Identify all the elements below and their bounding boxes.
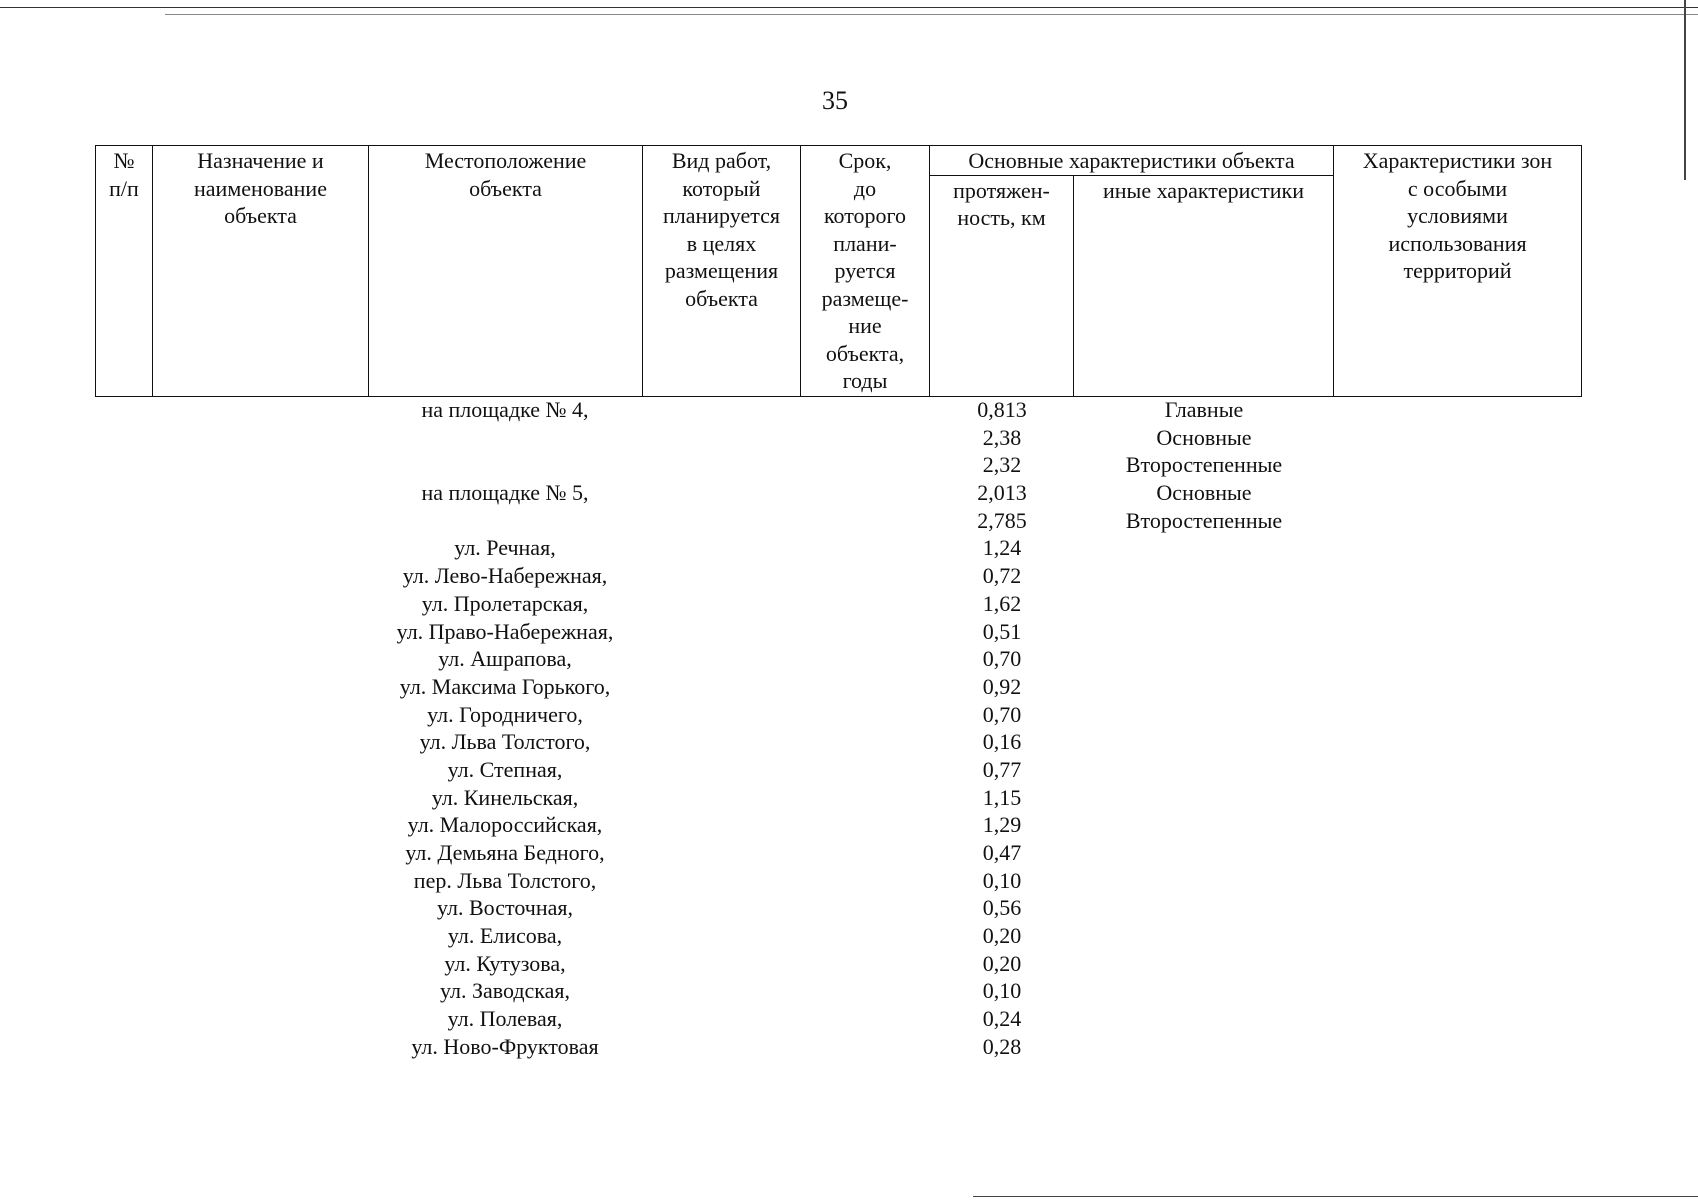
table-row bbox=[0, 507, 1698, 535]
row-location: ул. Право-Набережная, bbox=[396, 618, 614, 644]
row-location: ул. Елисова, bbox=[447, 923, 563, 949]
header-col-work-type: Вид работ, который планируется в целях размещения объекта bbox=[643, 146, 801, 397]
table-row bbox=[0, 1033, 1698, 1061]
row-other-characteristics: Главные bbox=[1164, 397, 1244, 422]
row-length: 0,10 bbox=[982, 978, 1022, 1004]
page-number: 35 bbox=[822, 86, 848, 115]
row-length: 1,15 bbox=[982, 784, 1022, 810]
row-length: 1,62 bbox=[982, 590, 1022, 616]
row-location: ул. Восточная, bbox=[437, 895, 573, 921]
table-row bbox=[0, 867, 1698, 895]
table-header bbox=[95, 145, 1582, 397]
row-location: ул. Пролетарская, bbox=[421, 590, 589, 616]
header-col-location: Местоположение объекта bbox=[369, 146, 643, 397]
row-location: ул. Городничего, bbox=[427, 701, 583, 727]
header-col-length: протяжен- ность, км bbox=[930, 175, 1074, 396]
table-row bbox=[0, 479, 1698, 507]
row-length: 0,16 bbox=[982, 729, 1022, 755]
table-row bbox=[0, 424, 1698, 452]
table-row bbox=[0, 1005, 1698, 1033]
table-row bbox=[0, 977, 1698, 1005]
row-location: ул. Кутузова, bbox=[444, 950, 566, 976]
table-row bbox=[0, 618, 1698, 646]
row-location: на площадке № 5, bbox=[421, 480, 589, 506]
row-length: 0,70 bbox=[982, 646, 1022, 672]
table-row bbox=[0, 728, 1698, 756]
row-location: ул. Полевая, bbox=[447, 1006, 563, 1032]
header-col-number: № п/п bbox=[96, 146, 153, 397]
row-location: ул. Льва Толстого, bbox=[419, 729, 591, 755]
header-col-main-characteristics: Основные характеристики объекта bbox=[930, 146, 1334, 176]
row-location: на площадке № 4, bbox=[421, 397, 589, 422]
row-length: 0,70 bbox=[982, 701, 1022, 727]
row-location: ул. Кинельская, bbox=[431, 784, 579, 810]
row-location: ул. Демьяна Бедного, bbox=[405, 840, 605, 865]
table-row bbox=[0, 673, 1698, 701]
row-length: 0,10 bbox=[982, 867, 1022, 893]
row-location: ул. Ашрапова, bbox=[438, 646, 572, 672]
row-length: 0,51 bbox=[982, 618, 1022, 644]
row-length: 0,56 bbox=[982, 895, 1022, 921]
table-row bbox=[0, 894, 1698, 922]
row-length: 2,785 bbox=[977, 507, 1027, 533]
row-length: 0,77 bbox=[982, 756, 1022, 782]
scan-border-top bbox=[0, 7, 1698, 8]
row-length: 0,20 bbox=[982, 950, 1022, 976]
row-location: ул. Лево-Набережная, bbox=[402, 563, 608, 589]
header-col-deadline: Срок, до которого плани- руется размеще- ние объекта, годы bbox=[801, 146, 930, 397]
row-other-characteristics: Второстепенные bbox=[1125, 452, 1283, 478]
table-row bbox=[0, 534, 1698, 562]
row-location: пер. Льва Толстого, bbox=[413, 867, 597, 893]
table-row bbox=[0, 922, 1698, 950]
table-row bbox=[0, 701, 1698, 729]
table-row bbox=[0, 811, 1698, 839]
table-row bbox=[0, 784, 1698, 812]
table-row bbox=[0, 756, 1698, 784]
row-other-characteristics: Основные bbox=[1156, 480, 1252, 506]
row-length: 2,013 bbox=[977, 480, 1027, 506]
row-length: 1,29 bbox=[982, 812, 1022, 838]
row-length: 0,20 bbox=[982, 923, 1022, 949]
row-length: 0,813 bbox=[977, 397, 1027, 422]
row-length: 0,47 bbox=[982, 840, 1022, 865]
table-row bbox=[0, 645, 1698, 673]
row-length: 1,24 bbox=[982, 535, 1022, 561]
table-body bbox=[0, 396, 1698, 1061]
row-length: 2,32 bbox=[982, 452, 1022, 478]
row-location: ул. Максима Горького, bbox=[399, 673, 611, 699]
row-location: ул. Речная, bbox=[454, 535, 556, 561]
row-length: 0,24 bbox=[982, 1006, 1022, 1032]
scan-border-top-inner bbox=[165, 14, 1698, 15]
row-length: 0,28 bbox=[982, 1033, 1022, 1059]
table-row bbox=[0, 396, 1698, 424]
row-location: ул. Ново-Фруктовая bbox=[411, 1033, 599, 1059]
row-location: ул. Заводская, bbox=[439, 978, 571, 1004]
header-col-zones: Характеристики зон с особыми условиями использования территорий bbox=[1334, 146, 1582, 397]
row-length: 0,92 bbox=[982, 673, 1022, 699]
table-row bbox=[0, 562, 1698, 590]
header-col-other-characteristics: иные характеристики bbox=[1074, 175, 1334, 396]
scan-border-bottom bbox=[973, 1196, 1698, 1197]
row-other-characteristics: Основные bbox=[1156, 424, 1252, 450]
table-row bbox=[0, 839, 1698, 867]
scan-border-right bbox=[1684, 0, 1686, 180]
table-row bbox=[0, 451, 1698, 479]
row-location: ул. Степная, bbox=[447, 756, 563, 782]
row-other-characteristics: Второстепенные bbox=[1125, 507, 1283, 533]
table-row bbox=[0, 590, 1698, 618]
row-length: 2,38 bbox=[982, 424, 1022, 450]
table-row bbox=[0, 950, 1698, 978]
row-location: ул. Малороссийская, bbox=[407, 812, 603, 838]
row-length: 0,72 bbox=[982, 563, 1022, 589]
header-col-name: Назначение и наименование объекта bbox=[153, 146, 369, 397]
